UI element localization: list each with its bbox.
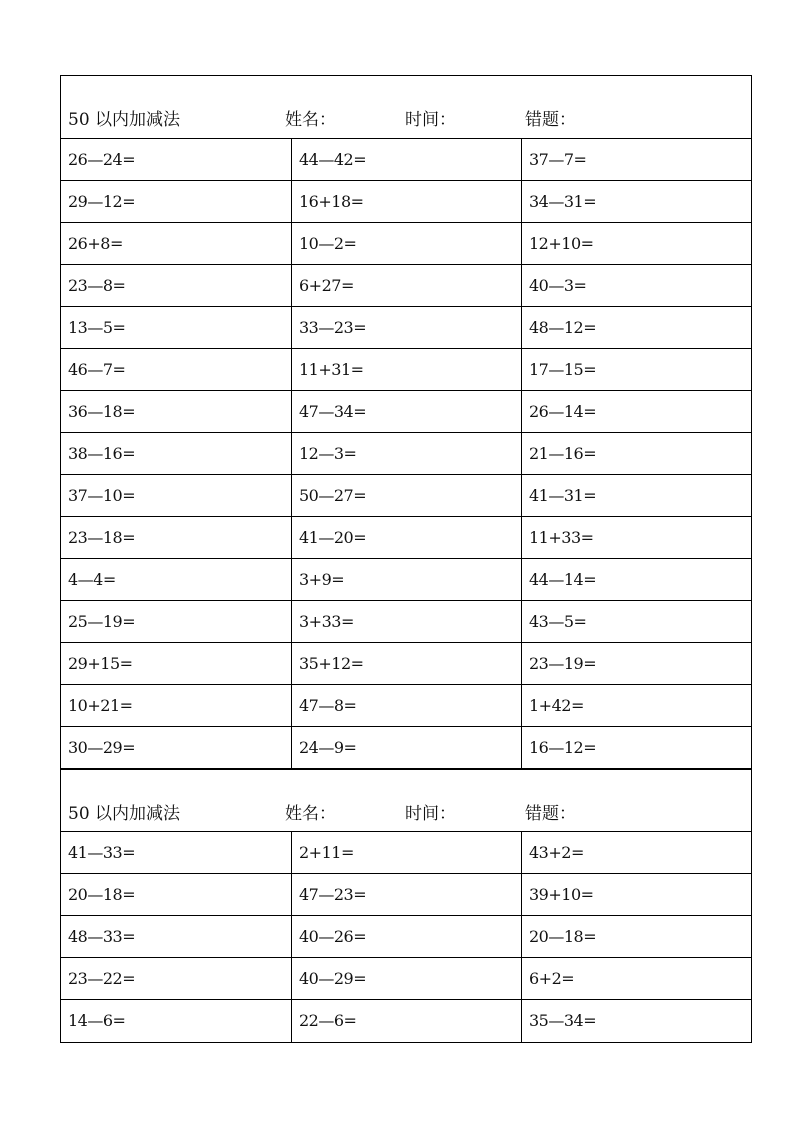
- problem-cell: 17—15=: [522, 349, 751, 391]
- problem-cell: 40—29=: [292, 958, 522, 1000]
- worksheet-section-2: [61, 769, 751, 1042]
- problem-cell: 40—26=: [292, 916, 522, 958]
- problem-cell: 2+11=: [292, 832, 522, 874]
- problem-cell: 1+42=: [522, 685, 751, 727]
- problem-cell: 37—7=: [522, 139, 751, 181]
- problem-cell: 23—8=: [61, 265, 292, 307]
- problem-cell: 21—16=: [522, 433, 751, 475]
- problem-cell: 10+21=: [61, 685, 292, 727]
- problem-cell: 20—18=: [522, 916, 751, 958]
- problem-cell: 22—6=: [292, 1000, 522, 1042]
- problem-cell: 37—10=: [61, 475, 292, 517]
- problem-cell: 47—34=: [292, 391, 522, 433]
- problem-cell: 34—31=: [522, 181, 751, 223]
- section-header: [61, 769, 751, 832]
- errors-label: 错题：: [525, 110, 576, 130]
- problem-cell: 40—3=: [522, 265, 751, 307]
- problem-cell: 48—12=: [522, 307, 751, 349]
- problem-cell: 23—22=: [61, 958, 292, 1000]
- problem-cell: 3+9=: [292, 559, 522, 601]
- problem-cell: 12—3=: [292, 433, 522, 475]
- worksheet-title: 50 以内加减法: [68, 110, 181, 130]
- problem-cell: 14—6=: [61, 1000, 292, 1042]
- time-label: 时间：: [405, 110, 456, 130]
- worksheet: [60, 75, 752, 1043]
- problem-cell: 44—14=: [522, 559, 751, 601]
- problem-cell: 3+33=: [292, 601, 522, 643]
- problem-grid: [61, 832, 751, 1042]
- problem-cell: 26—24=: [61, 139, 292, 181]
- problem-cell: 6+27=: [292, 265, 522, 307]
- problem-cell: 38—16=: [61, 433, 292, 475]
- problem-cell: 20—18=: [61, 874, 292, 916]
- errors-label: 错题：: [525, 804, 576, 824]
- name-label: 姓名：: [285, 804, 336, 824]
- problem-cell: 47—8=: [292, 685, 522, 727]
- section-header: [61, 76, 751, 139]
- problem-cell: 43+2=: [522, 832, 751, 874]
- worksheet-title: 50 以内加减法: [68, 804, 181, 824]
- problem-cell: 11+31=: [292, 349, 522, 391]
- problem-cell: 41—31=: [522, 475, 751, 517]
- problem-cell: 29+15=: [61, 643, 292, 685]
- problem-cell: 26+8=: [61, 223, 292, 265]
- problem-cell: 13—5=: [61, 307, 292, 349]
- problem-cell: 11+33=: [522, 517, 751, 559]
- problem-cell: 26—14=: [522, 391, 751, 433]
- problem-grid: [61, 139, 751, 769]
- name-label: 姓名：: [285, 110, 336, 130]
- problem-cell: 39+10=: [522, 874, 751, 916]
- problem-cell: 33—23=: [292, 307, 522, 349]
- problem-cell: 23—19=: [522, 643, 751, 685]
- problem-cell: 43—5=: [522, 601, 751, 643]
- time-label: 时间：: [405, 804, 456, 824]
- problem-cell: 24—9=: [292, 727, 522, 769]
- problem-cell: 6+2=: [522, 958, 751, 1000]
- problem-cell: 35—34=: [529, 1011, 597, 1030]
- problem-cell: 48—33=: [61, 916, 292, 958]
- problem-cell: 16+18=: [292, 181, 522, 223]
- problem-cell: 41—33=: [61, 832, 292, 874]
- problem-cell: 35+12=: [292, 643, 522, 685]
- problem-cell: 47—23=: [292, 874, 522, 916]
- problem-cell: 36—18=: [61, 391, 292, 433]
- problem-cell: 23—18=: [61, 517, 292, 559]
- problem-cell: 50—27=: [292, 475, 522, 517]
- problem-cell: 12+10=: [522, 223, 751, 265]
- worksheet-section-1: [61, 76, 751, 769]
- problem-cell: 25—19=: [61, 601, 292, 643]
- problem-cell: 41—20=: [292, 517, 522, 559]
- problem-cell: 29—12=: [61, 181, 292, 223]
- problem-cell: 46—7=: [61, 349, 292, 391]
- problem-cell: 16—12=: [522, 727, 751, 769]
- problem-cell: 44—42=: [292, 139, 522, 181]
- problem-cell: 10—2=: [292, 223, 522, 265]
- problem-cell: 30—29=: [61, 727, 292, 769]
- problem-cell: 4—4=: [61, 559, 292, 601]
